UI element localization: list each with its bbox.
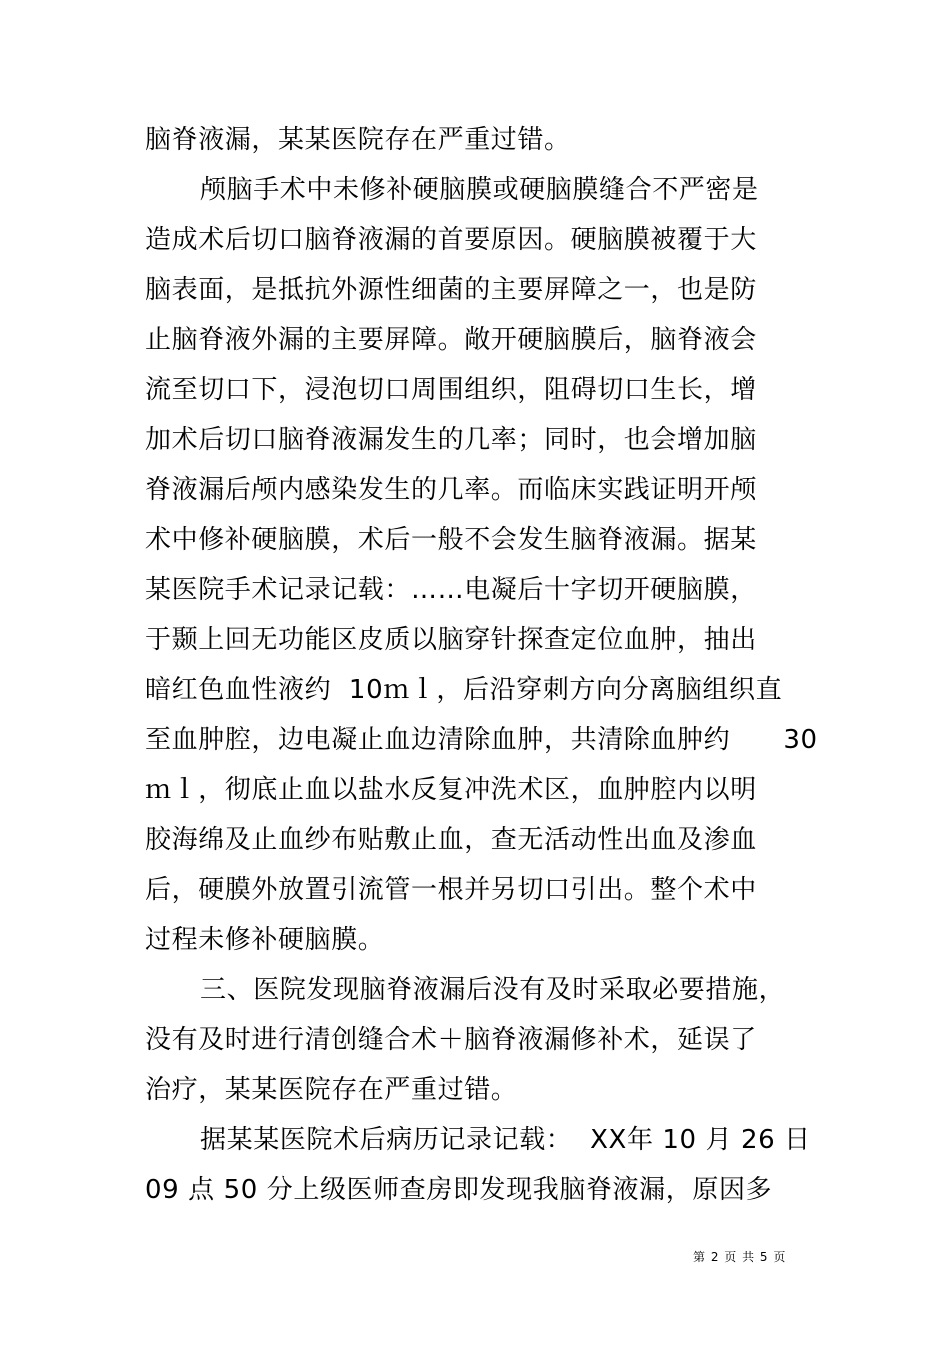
text-line: 后，硬膜外放置引流管一根并另切口引出。整个术中	[145, 875, 757, 905]
paragraph-start-line: 颅脑手术中未修补硬脑膜或硬脑膜缝合不严密是	[200, 175, 759, 205]
text-line: 于颞上回无功能区皮质以脑穿针探查定位血肿，抽出	[145, 625, 757, 655]
page-number-footer: 第 2 页 共 5 页	[693, 1250, 787, 1264]
text-line: ｍｌ，彻底止血以盐水反复冲洗术区，血肿腔内以明	[145, 775, 757, 805]
text-line: 过程未修补硬脑膜。	[145, 925, 385, 955]
text-line: 术中修补硬脑膜，术后一般不会发生脑脊液漏。据某	[145, 525, 757, 555]
text-line: 造成术后切口脑脊液漏的首要原因。硬脑膜被覆于大	[145, 225, 757, 255]
text-line: 胶海绵及止血纱布贴敷止血，查无活动性出血及渗血	[145, 825, 757, 855]
text-line: 治疗，某某医院存在严重过错。	[145, 1075, 518, 1105]
text-line: 脑脊液漏，某某医院存在严重过错。	[145, 125, 571, 155]
text-line: 止脑脊液外漏的主要屏障。敞开硬脑膜后，脑脊液会	[145, 325, 757, 355]
text-line: 至血肿腔，边电凝止血边清除血肿，共清除血肿约 30	[145, 725, 818, 755]
text-line: 没有及时进行清创缝合术＋脑脊液漏修补术，延误了	[145, 1025, 757, 1055]
text-line: 流至切口下，浸泡切口周围组织，阻碍切口生长，增	[145, 375, 757, 405]
text-line: 加术后切口脑脊液漏发生的几率；同时，也会增加脑	[145, 425, 757, 455]
section-heading-line: 三、医院发现脑脊液漏后没有及时采取必要措施，	[200, 975, 786, 1005]
text-line: 暗红色血性液约 10ｍｌ，后沿穿刺方向分离脑组织直	[145, 675, 783, 705]
text-line: 某医院手术记录记载：……电凝后十字切开硬脑膜，	[145, 575, 757, 605]
text-line: 09 点 50 分上级医师查房即发现我脑脊液漏，原因多	[145, 1175, 773, 1205]
text-line: 脊液漏后颅内感染发生的几率。而临床实践证明开颅	[145, 475, 757, 505]
text-line: 脑表面，是抵抗外源性细菌的主要屏障之一，也是防	[145, 275, 757, 305]
paragraph-start-line: 据某某医院术后病历记录记载： XX年 10 月 26 日	[200, 1125, 811, 1155]
